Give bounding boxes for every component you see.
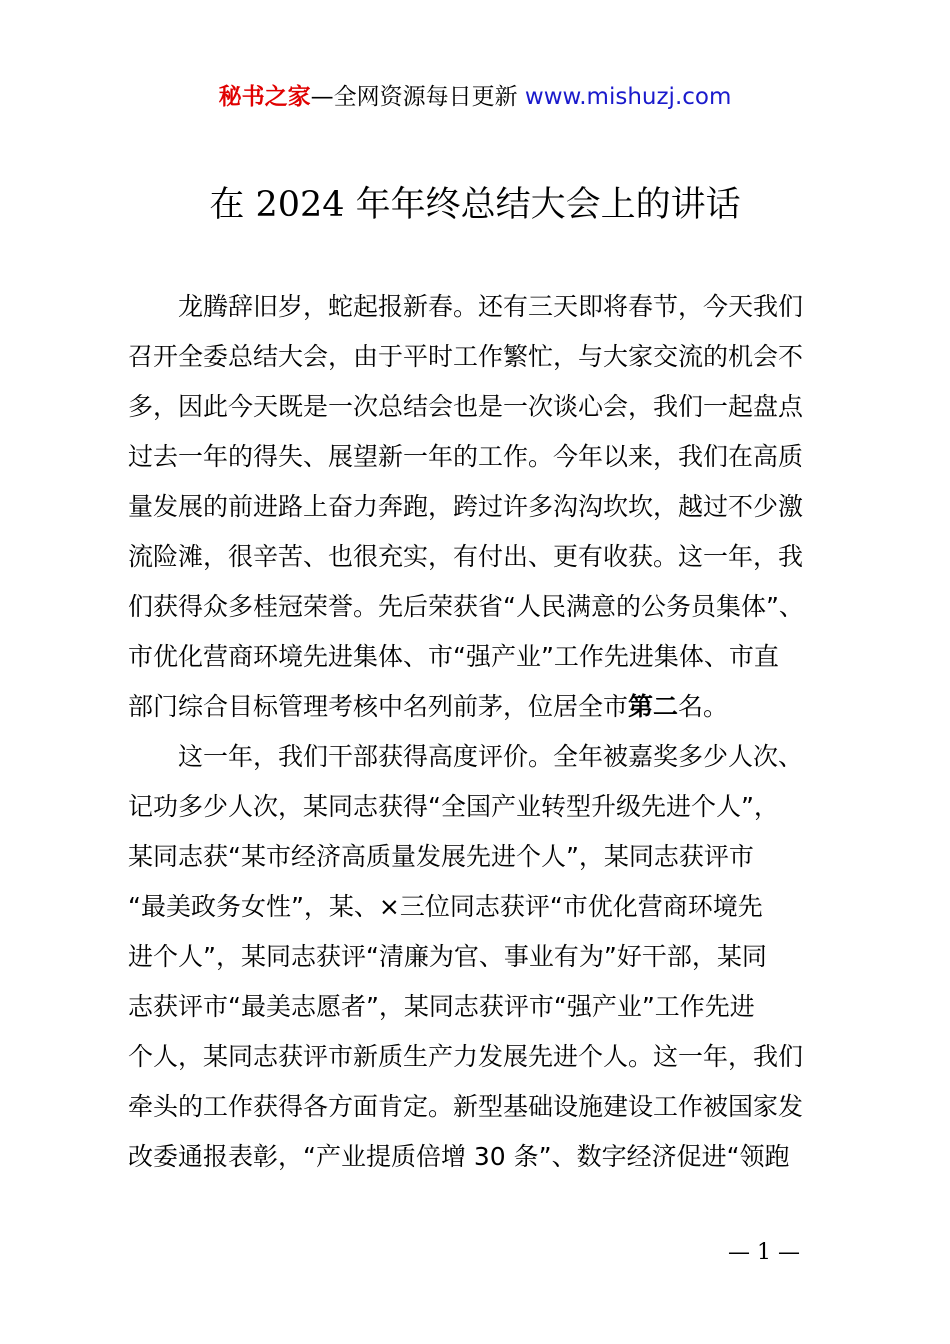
text-line: 流险滩，很辛苦、也很充实，有付出、更有收获。这一年，我 xyxy=(128,542,804,571)
page-number: — 1 — xyxy=(728,1240,800,1265)
text-line: 召开全委总结大会，由于平时工作繁忙，与大家交流的机会不 xyxy=(128,342,804,371)
banner-tagline: —全网资源每日更新 xyxy=(310,84,518,110)
text-line: 个人，某同志获评市新质生产力发展先进个人。这一年，我们 xyxy=(128,1042,804,1071)
text-run: 部门综合目标管理考核中名列前茅，位居全市 xyxy=(128,692,629,721)
bold-emphasis: 第二 xyxy=(628,692,679,721)
text-line: 某同志获“某市经济高质量发展先进个人”，某同志获评市 xyxy=(128,842,754,871)
site-banner xyxy=(0,82,950,112)
text-line: 改委通报表彰，“产业提质倍增 30 条”、数字经济促进“领跑 xyxy=(128,1142,790,1171)
document-title: 在 2024 年年终总结大会上的讲话 xyxy=(209,185,741,225)
text-line: 过去一年的得失、展望新一年的工作。今年以来，我们在高质 xyxy=(128,442,804,471)
text-line: 量发展的前进路上奋力奔跑，跨过许多沟沟坎坎，越过不少激 xyxy=(128,492,804,521)
text-line: 牵头的工作获得各方面肯定。新型基础设施建设工作被国家发 xyxy=(128,1092,804,1121)
paragraph-2 xyxy=(128,732,832,1182)
site-url-link[interactable]: www.mishuzj.com xyxy=(524,84,732,110)
text-line: 进个人”，某同志获评“清廉为官、事业有为”好干部，某同 xyxy=(128,942,767,971)
text-line: 多，因此今天既是一次总结会也是一次谈心会，我们一起盘点 xyxy=(128,392,804,421)
paragraph-1 xyxy=(128,282,832,732)
brand-name: 秘书之家 xyxy=(218,84,311,110)
text-line: 龙腾辞旧岁，蛇起报新春。还有三天即将春节，今天我们 xyxy=(178,292,804,321)
text-line: 市优化营商环境先进集体、市“强产业”工作先进集体、市直 xyxy=(128,642,779,671)
text-run: 名。 xyxy=(678,692,729,721)
document-body xyxy=(128,282,832,1182)
text-line xyxy=(128,682,832,732)
text-line: “最美政务女性”，某、×三位同志获评“市优化营商环境先 xyxy=(128,892,763,921)
text-line: 记功多少人次，某同志获得“全国产业转型升级先进个人”， xyxy=(128,792,779,821)
text-line: 们获得众多桂冠荣誉。先后荣获省“人民满意的公务员集体”、 xyxy=(128,592,804,621)
text-line: 这一年，我们干部获得高度评价。全年被嘉奖多少人次、 xyxy=(178,742,804,771)
text-line: 志获评市“最美志愿者”，某同志获评市“强产业”工作先进 xyxy=(128,992,755,1021)
